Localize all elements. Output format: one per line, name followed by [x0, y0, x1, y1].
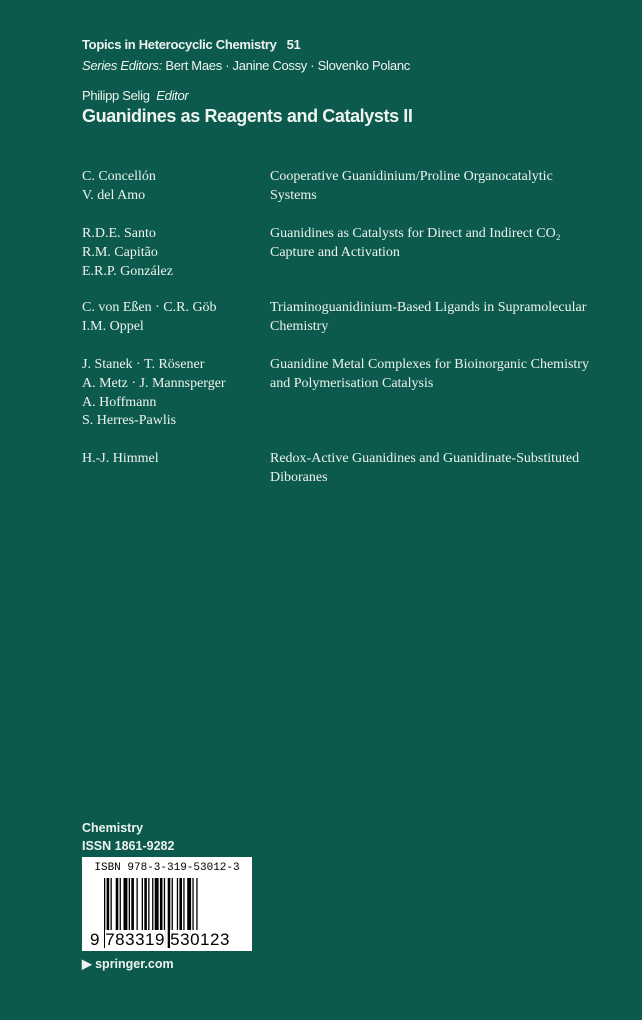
editor-name: Philipp Selig [82, 88, 150, 103]
series-title [82, 37, 301, 52]
author-line: E.R.P. González [82, 263, 173, 279]
title-line: Redox-Active Guanidines and Guanidinate-Substituted [270, 451, 580, 466]
entry-authors [82, 356, 267, 431]
volume-editor [82, 88, 188, 103]
title-line: Capture and Activation [270, 244, 400, 260]
author-line: A. Metz · J. Mannsperger [82, 375, 226, 391]
title-line: Diboranes [270, 469, 328, 485]
book-title: Guanidines as Reagents and Catalysts II [82, 106, 413, 126]
author-line: R.M. Capitão [82, 244, 158, 260]
isbn-text: ISBN 978-3-319-53012-3 [94, 862, 240, 874]
entry-authors [82, 168, 267, 206]
entry-title [270, 450, 610, 488]
issn: ISSN 1861-9282 [82, 839, 175, 853]
author-line: J. Stanek · T. Rösener [82, 357, 205, 372]
entry-title [270, 356, 610, 394]
ean-digits [90, 930, 230, 950]
author-line: A. Hoffmann [82, 394, 157, 410]
series-editors [82, 58, 410, 73]
title-line: Guanidines as Catalysts for Direct and Indirect CO₂ [270, 226, 561, 241]
triangle-icon: ▶ [82, 957, 92, 971]
series-name: Topics in Heterocyclic Chemistry [82, 37, 277, 52]
site-url: springer.com [95, 957, 174, 971]
series-editors-label: Series Editors: [82, 58, 163, 73]
title-line: Systems [270, 187, 317, 203]
author-line: S. Herres-Pawlis [82, 413, 177, 429]
ean-group-left: 783319 [105, 930, 165, 949]
entry-authors [82, 299, 267, 337]
series-volume: 51 [286, 37, 301, 52]
author-line: V. del Amo [82, 187, 146, 203]
title-line: Triaminoguanidinium-Based Ligands in Supramolecular [270, 300, 587, 315]
author-line: C. Concellón [82, 169, 156, 184]
author-line: C. von Eßen · C.R. Göb [82, 300, 217, 315]
springer-link[interactable] [82, 956, 174, 971]
ean-group-right: 530123 [170, 930, 230, 949]
isbn-barcode [82, 857, 252, 951]
title-line: Cooperative Guanidinium/Proline Organocatalytic [270, 169, 553, 184]
title-line: and Polymerisation Catalysis [270, 375, 434, 391]
subject: Chemistry [82, 821, 144, 835]
entry-title [270, 299, 610, 337]
entry-authors [82, 450, 267, 469]
entry-title [270, 168, 610, 206]
author-line: R.D.E. Santo [82, 226, 156, 241]
author-line: H.-J. Himmel [82, 451, 159, 466]
editor-role: Editor [156, 88, 189, 103]
author-line: I.M. Oppel [82, 318, 144, 334]
ean-digit-first: 9 [90, 930, 100, 949]
series-editors-names: Bert Maes · Janine Cossy · Slovenko Polanc [162, 58, 410, 73]
title-line: Chemistry [270, 318, 329, 334]
entry-title [270, 225, 610, 263]
entry-authors [82, 225, 267, 281]
title-line: Guanidine Metal Complexes for Bioinorganic Chemistry [270, 357, 589, 372]
